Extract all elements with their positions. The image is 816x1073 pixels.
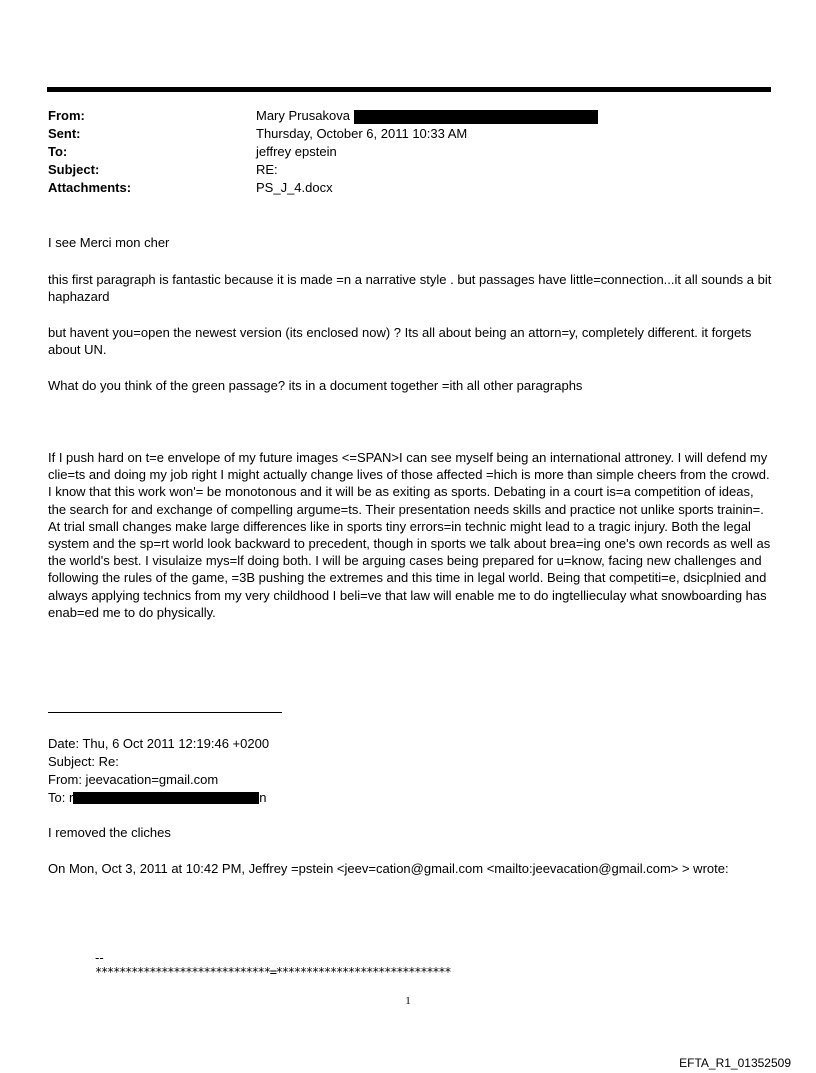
to-value: jeffrey epstein <box>256 144 337 159</box>
quoted-date: Date: Thu, 6 Oct 2011 12:19:46 +0200 <box>48 736 270 751</box>
header-rule <box>47 87 771 92</box>
attachments-label: Attachments: <box>48 180 132 195</box>
body-paragraph-5: If I push hard on t=e envelope of my future images <=SPAN>I can see myself being an international attroney. I will defend my clie=ts and doing my job right I might actually change lives of those affected =hich is more than simple cheers from the crowd. I know that this work won'= be monotonous and it will be as exiting as sports. Debating in a court is=a competition of ideas, the search for and exchange of compelling argume=ts. Their presentation needs skills and practice not unlike sports trainin=. At trial small changes make large differences like in sports tiny errors=in technic might lead to a tragic injury. Both the legal system and the sp=rt world look backward to precedent, though in sports we talk about brea=ing one's own records as well as the world's best. I visulaize mys=lf doing both. I will be arguing cases being prepared for u=know, facing new challenges and following the rules of the game, =3B pushing the extremes and this time in legal world. Being that competiti=e, dsicplnied and always applying technics from my very childhood I beli=ve that law will enable me to do ingtellieculay what snowboarding has enab=ed me to do physically. <box>48 450 771 620</box>
redaction-bar <box>354 110 598 124</box>
redaction-bar <box>73 792 259 804</box>
body-paragraph-1: I see Merci mon cher <box>48 235 170 250</box>
from-name: Mary Prusakova <box>256 108 350 123</box>
bates-number: EFTA_R1_01352509 <box>679 1056 791 1070</box>
from-label: From: <box>48 108 85 123</box>
quoted-message: I removed the cliches <box>48 825 171 840</box>
attachments-value[interactable]: PS_J_4.docx <box>256 180 333 195</box>
signature-stars: *****************************=***************************** <box>95 965 451 979</box>
quote-separator <box>48 712 282 713</box>
quoted-from: From: jeevacation=gmail.com <box>48 772 219 787</box>
quoted-to <box>48 790 267 805</box>
sent-value: Thursday, October 6, 2011 10:33 AM <box>256 126 468 141</box>
from-value <box>256 108 598 124</box>
body-paragraph-2: this first paragraph is fantastic because it is made =n a narrative style . but passages have little=connection...it all sounds a bit haphazard <box>48 272 772 305</box>
to-label: To: <box>48 144 68 159</box>
page-number: 1 <box>405 995 411 1007</box>
subject-value: RE: <box>256 162 278 177</box>
body-paragraph-4: What do you think of the green passage? its in a document together =ith all other paragraphs <box>48 378 583 393</box>
quoted-wrote-line: On Mon, Oct 3, 2011 at 10:42 PM, Jeffrey =pstein <jeev=cation@gmail.com <mailto:jeevacation@gmail.com> > wrote: <box>48 861 729 876</box>
sent-label: Sent: <box>48 126 81 141</box>
quoted-subject: Subject: Re: <box>48 754 119 769</box>
quoted-to-prefix: To: r <box>48 790 74 805</box>
body-paragraph-3: but havent you=open the newest version (its enclosed now) ? Its all about being an attorn=y, completely different. it forgets about UN. <box>48 325 752 358</box>
signature-dash: -- <box>95 950 104 965</box>
quoted-to-suffix: n <box>259 790 267 805</box>
subject-label: Subject: <box>48 162 100 177</box>
